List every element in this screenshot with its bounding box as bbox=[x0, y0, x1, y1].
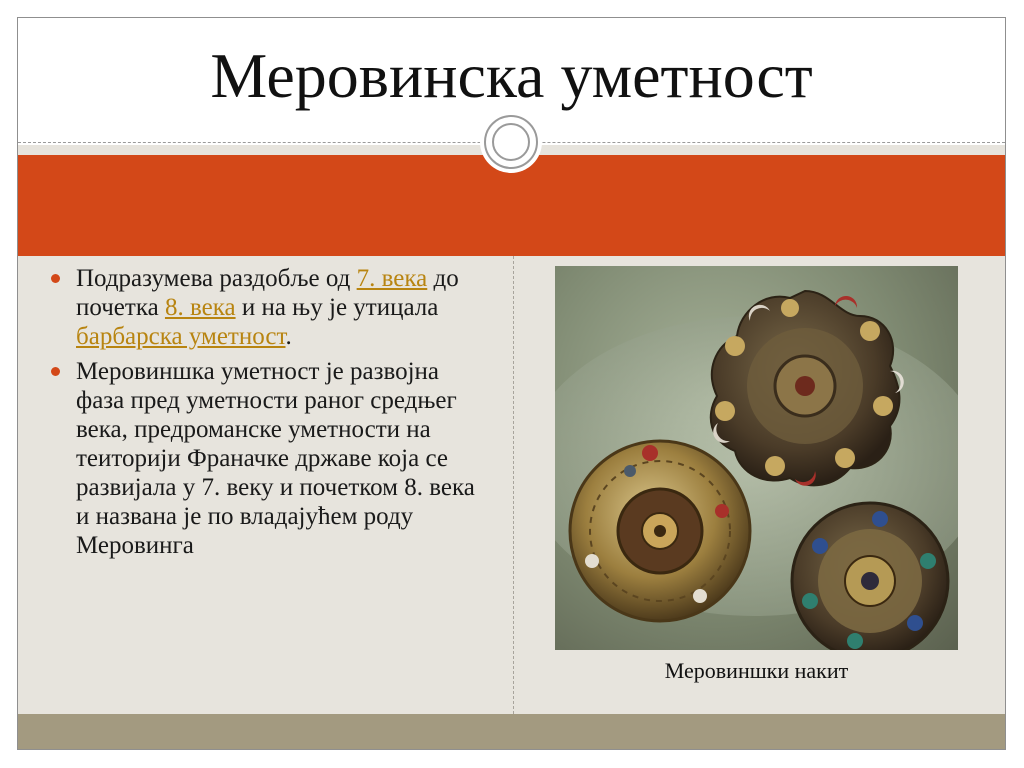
bullet-text: . bbox=[285, 323, 292, 350]
column-divider bbox=[513, 256, 514, 714]
accent-band bbox=[18, 155, 1005, 256]
merovingian-jewelry-photo bbox=[555, 266, 958, 650]
bullet-text: Подразумева раздобље од bbox=[76, 265, 357, 292]
image-caption: Меровиншки накит bbox=[664, 658, 849, 683]
circle-ornament-inner bbox=[492, 123, 530, 161]
bullet-item bbox=[48, 264, 488, 351]
bullet-link[interactable]: 7. века bbox=[356, 265, 428, 292]
bullet-item bbox=[48, 357, 488, 560]
bullet-text: и на њу је утицала bbox=[235, 294, 439, 321]
bullet-link[interactable]: 8. века bbox=[164, 294, 236, 321]
slide-title: Меровинска уметност bbox=[210, 40, 813, 111]
enamel-brooch bbox=[792, 503, 948, 650]
slide-frame bbox=[17, 17, 1006, 750]
bullet-link[interactable]: барбарска уметност bbox=[76, 323, 286, 350]
bullet-text: до почетка bbox=[76, 265, 459, 321]
circle-ornament-icon bbox=[484, 115, 538, 169]
bullet-dot-icon bbox=[51, 367, 60, 376]
bullet-text: Меровиншка уметност је развојна фаза пред уметности раног средњег века, предроманске уметности на теиторији Франачке државе која се развијала у 7. веку и почетком 8. века и названа је по владајућем роду Меровинга bbox=[76, 358, 475, 559]
brooches-illustration bbox=[555, 266, 958, 650]
bullet-list bbox=[48, 264, 488, 566]
gold-filigree-brooch bbox=[570, 441, 750, 621]
bullet-dot-icon bbox=[51, 274, 60, 283]
footer-band bbox=[18, 714, 1005, 749]
